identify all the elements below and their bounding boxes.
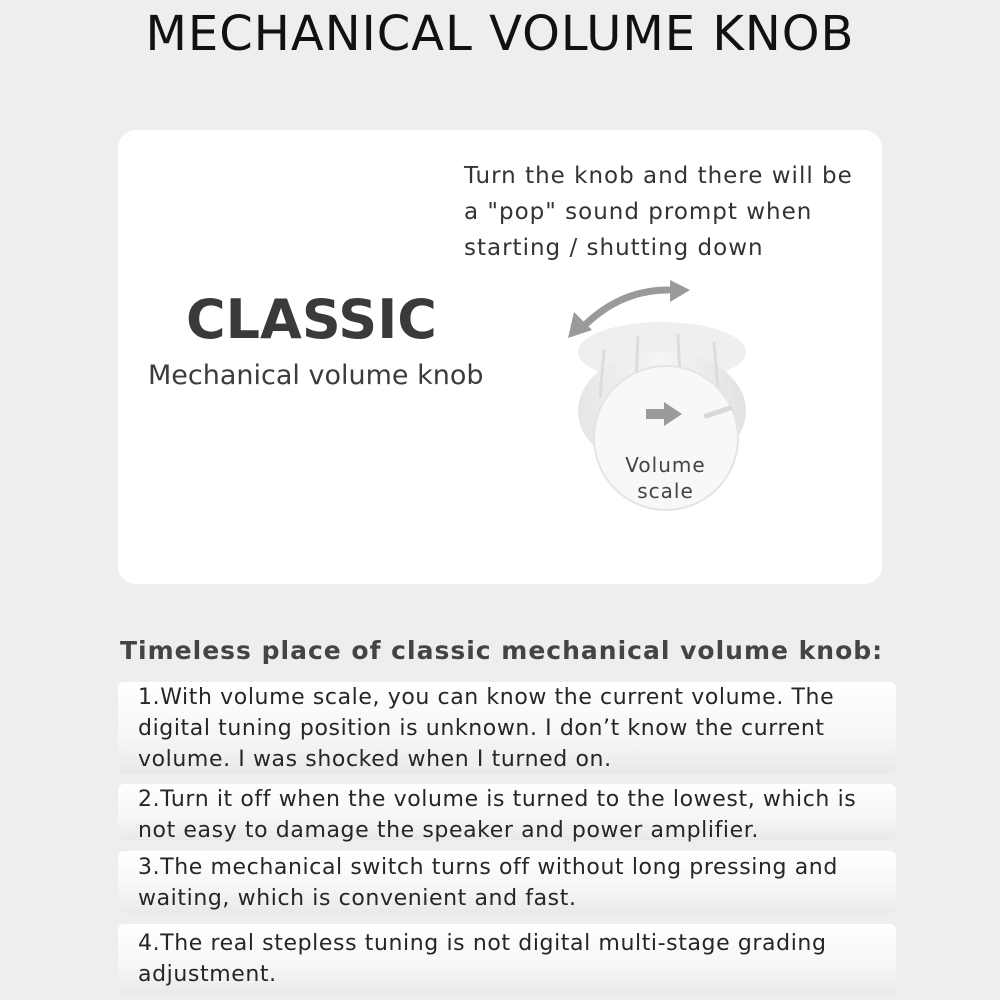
volume-scale-label: Volume scale: [625, 453, 706, 503]
page-title: MECHANICAL VOLUME KNOB: [145, 6, 855, 62]
hero-headline: CLASSIC: [186, 288, 437, 351]
hero-card: [118, 130, 882, 584]
benefit-item-turn-off-lowest: 2.Turn it off when the volume is turned to the lowest, which is not easy to damage the speaker and power amplifier.: [118, 784, 896, 840]
benefit-item-stepless-tuning: 4.The real stepless tuning is not digital multi-stage grading adjustment.: [118, 924, 896, 996]
pop-sound-prompt: Turn the knob and there will be a "pop" sound prompt when starting / shutting down: [464, 163, 853, 261]
benefit-item-volume-scale: 1.With volume scale, you can know the current volume. The digital tuning position is unknown. I don’t know the current volume. I was shocked when I turned on.: [118, 682, 896, 774]
benefits-heading: Timeless place of classic mechanical volume knob:: [120, 636, 884, 665]
benefit-item-mechanical-switch: 3.The mechanical switch turns off without long pressing and waiting, which is convenient and fast.: [118, 851, 896, 913]
hero-subtitle: Mechanical volume knob: [148, 360, 484, 391]
